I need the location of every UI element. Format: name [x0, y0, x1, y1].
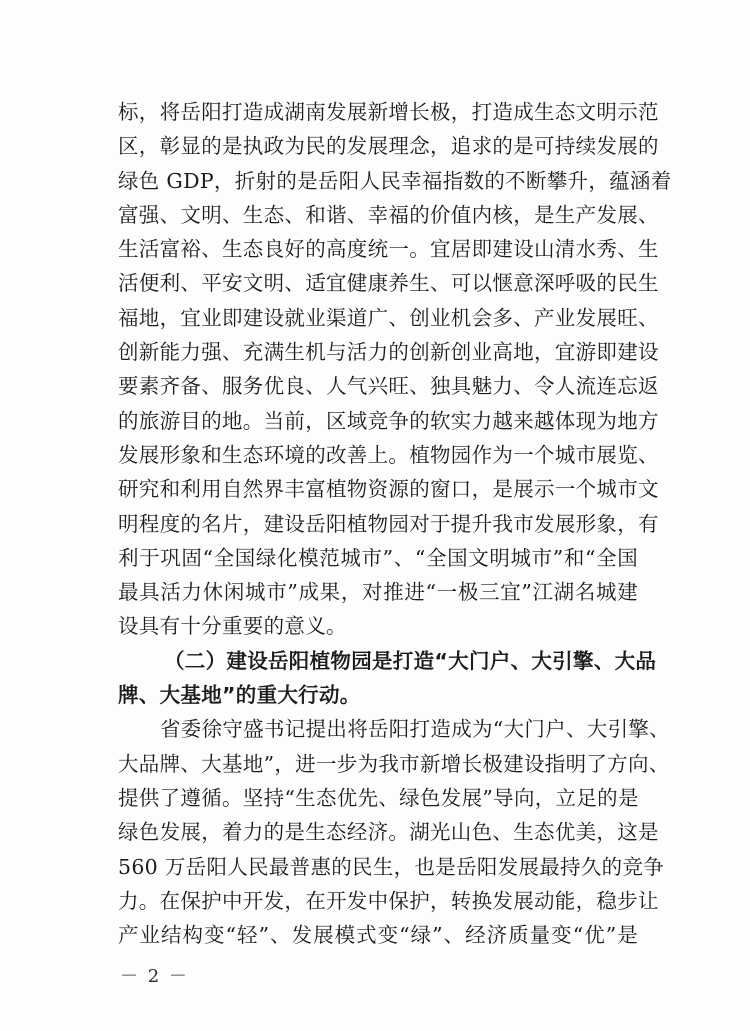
text-line: 富强、文明、生态、和谐、幸福的价值内核，是生产发展、: [118, 202, 659, 227]
text-line: 发展形象和生态环境的改善上。植物园作为一个城市展览、: [118, 442, 659, 467]
text-line: 要素齐备、服务优良、人气兴旺、独具魅力、令人流连忘返: [118, 374, 659, 399]
text-line: 产业结构变“轻”、发展模式变“绿”、经济质量变“优”是: [118, 923, 638, 948]
text-line: 活便利、平安文明、适宜健康养生、可以惬意深呼吸的民生: [118, 271, 659, 296]
page-number: － 2 －: [120, 966, 189, 987]
text-line: 提供了遵循。坚持“生态优先、绿色发展”导向，立足的是: [118, 785, 639, 810]
text-line: 省委徐守盛书记提出将岳阳打造成为“大门户、大引擎、: [160, 717, 670, 742]
text-line: 560 万岳阳人民最普惠的民生，也是岳阳发展最持久的竞争: [118, 854, 665, 879]
section-heading-line: （二）建设岳阳植物园是打造“大门户、大引擎、大品: [164, 648, 657, 673]
text-line: 设具有十分重要的意义。: [118, 614, 347, 639]
text-line: 福地，宜业即建设就业渠道广、创业机会多、产业发展旺、: [118, 305, 659, 330]
section-heading-line: 牌、大基地”的重大行动。: [118, 683, 361, 708]
text-line: 大品牌、大基地”，进一步为我市新增长极建设指明了方向、: [118, 751, 670, 776]
text-line: 明程度的名片，建设岳阳植物园对于提升我市发展形象，有: [118, 511, 659, 536]
text-line: 最具活力休闲城市”成果，对推进“一极三宜”江湖名城建: [118, 580, 638, 605]
text-line: 创新能力强、充满生机与活力的创新创业高地，宜游即建设: [118, 340, 659, 365]
text-line: 的旅游目的地。当前，区域竞争的软实力越来越体现为地方: [118, 408, 659, 433]
text-line: 研究和利用自然界丰富植物资源的窗口，是展示一个城市文: [118, 477, 659, 502]
text-line: 生活富裕、生态良好的高度统一。宜居即建设山清水秀、生: [118, 237, 659, 262]
text-line: 绿色发展，着力的是生态经济。湖光山色、生态优美，这是: [118, 820, 659, 845]
text-line: 标，将岳阳打造成湖南发展新增长极，打造成生态文明示范: [118, 100, 659, 124]
text-line: 区，彰显的是执政为民的发展理念，追求的是可持续发展的: [118, 134, 659, 159]
text-line: 绿色 GDP，折射的是岳阳人民幸福指数的不断攀升，蕴涵着: [118, 168, 672, 193]
text-line: 力。在保护中开发，在开发中保护，转换发展动能，稳步让: [118, 888, 659, 913]
text-line: 利于巩固“全国绿化模范城市”、“全国文明城市”和“全国: [118, 545, 638, 570]
body-text: [118, 95, 672, 952]
